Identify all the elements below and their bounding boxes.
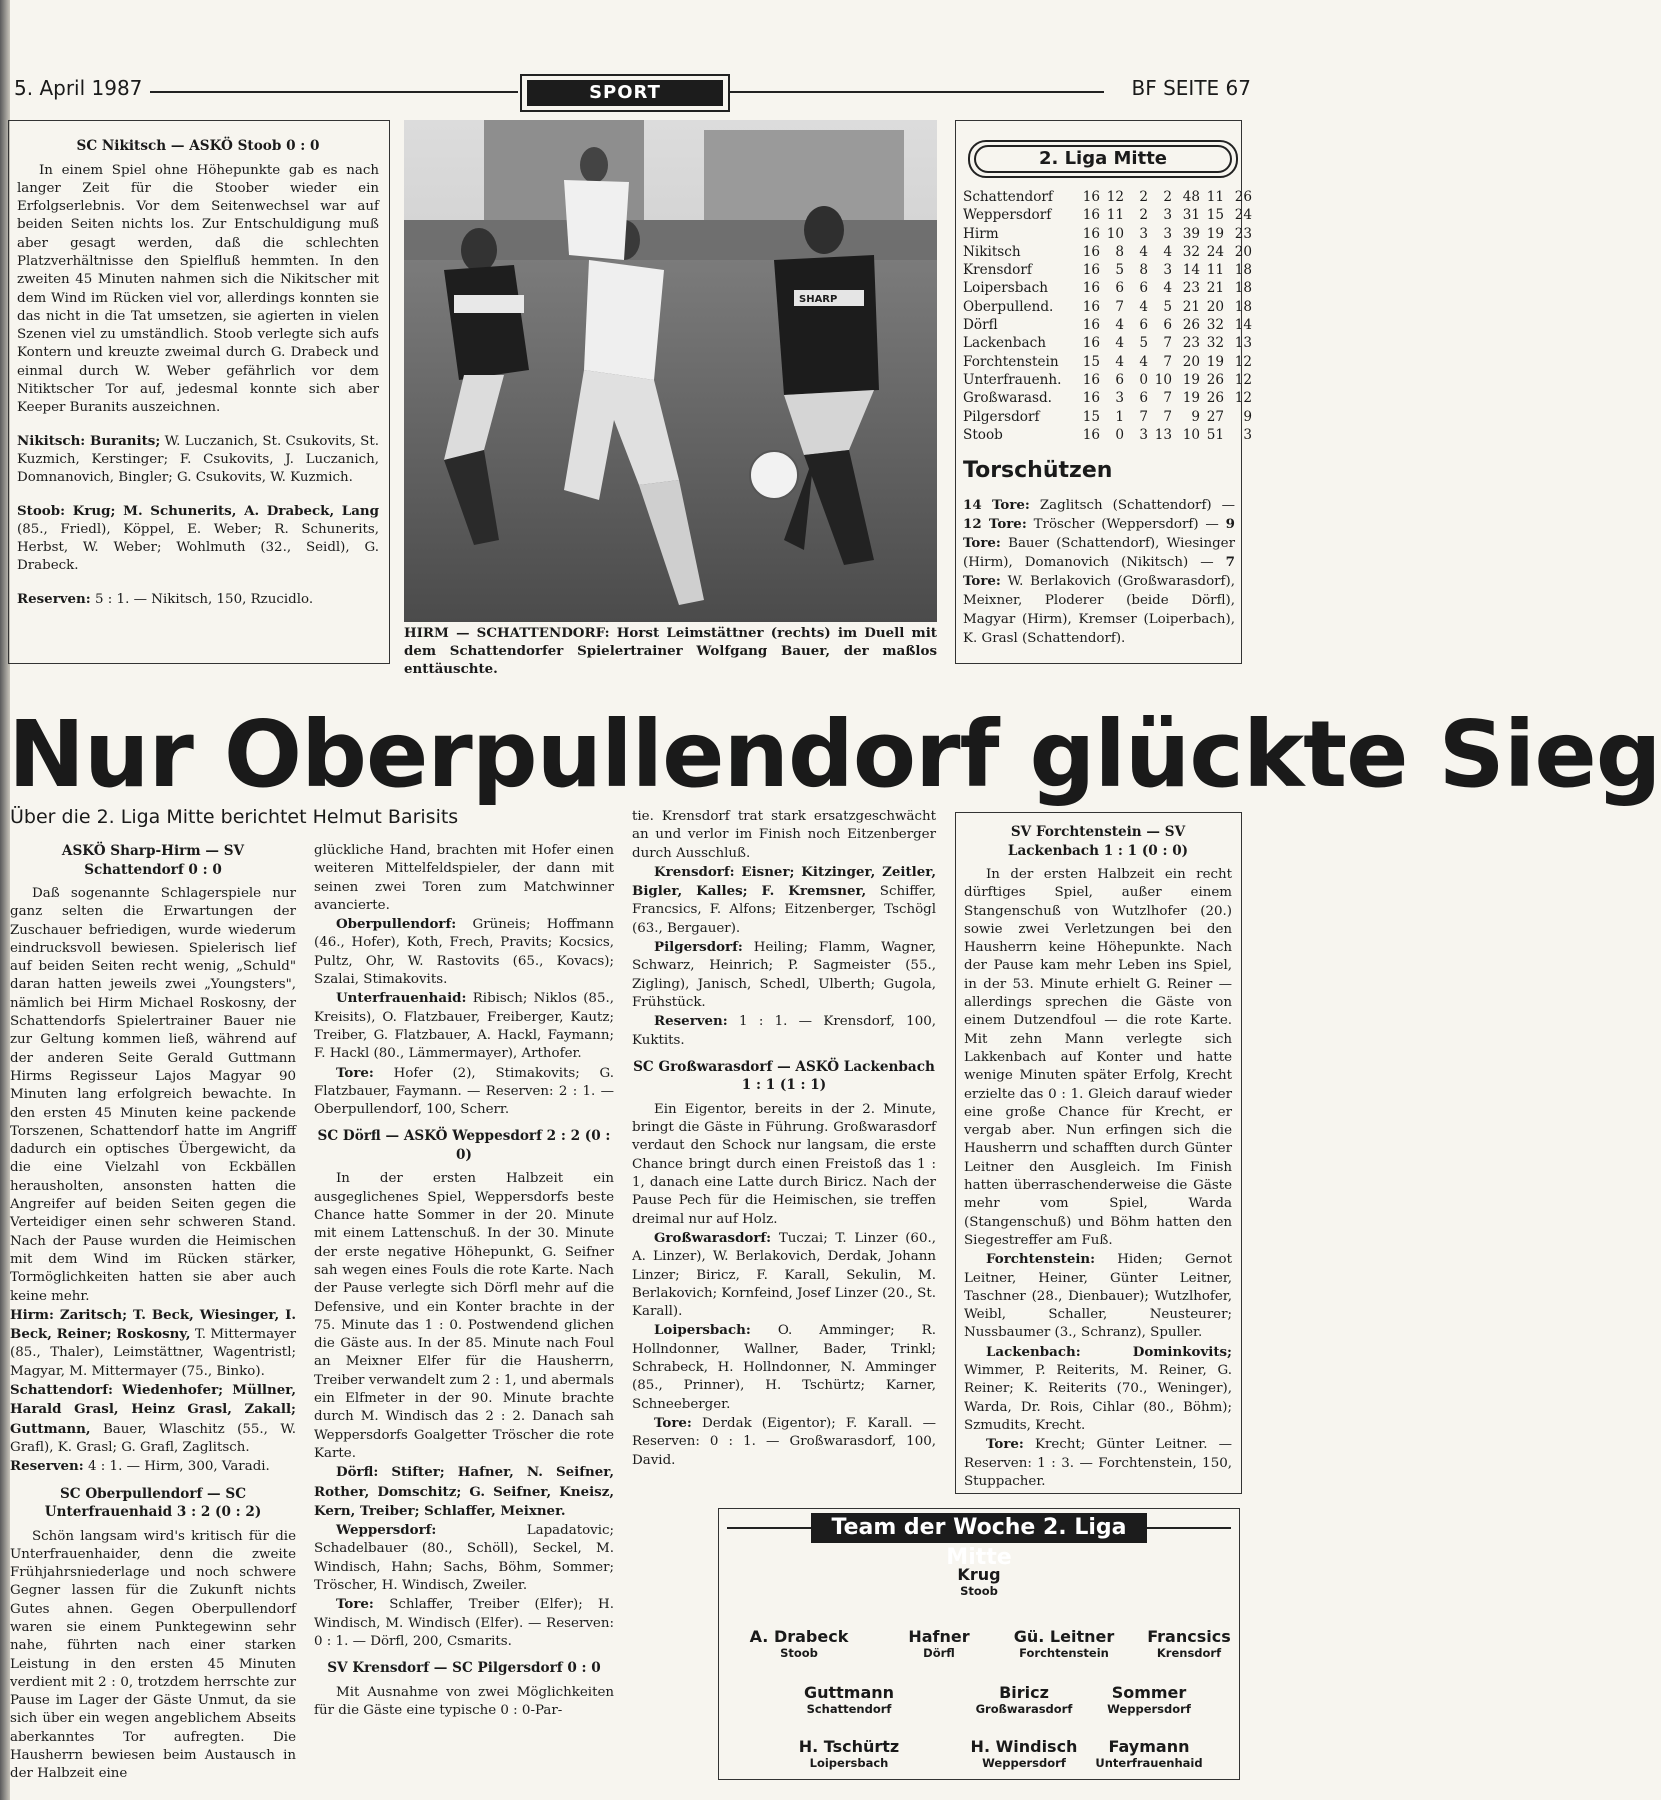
lineup-pilgersdorf: Pilgersdorf: Heiling; Flamm, Wagner, Schwarz, Heinrich; P. Sagmeister (55., Zigling), Janisch, Schedl, Ulberth; Gugola, Frühstück. xyxy=(632,939,936,1010)
table-cell-u: 7 xyxy=(1139,408,1148,425)
player-name: Krug xyxy=(957,1565,1001,1584)
player-club: Stoob xyxy=(960,1584,998,1598)
table-cell-n: 13 xyxy=(1154,426,1172,443)
table-row xyxy=(963,353,1252,371)
table-cell-sp: 16 xyxy=(1082,243,1100,260)
table-cell-gf: 20 xyxy=(1182,353,1200,370)
table-cell-gf: 39 xyxy=(1182,225,1200,242)
table-cell-s: 8 xyxy=(1115,243,1124,260)
table-cell-u: 4 xyxy=(1139,353,1148,370)
table-cell-s: 6 xyxy=(1115,280,1124,297)
table-cell-n: 7 xyxy=(1163,390,1172,407)
table-cell-team: Oberpullend. xyxy=(963,298,1054,315)
table-row xyxy=(963,243,1252,261)
team-player xyxy=(759,1737,939,1770)
table-cell-ga: 15 xyxy=(1206,207,1224,224)
table-row xyxy=(963,408,1252,426)
page-number: BF SEITE 67 xyxy=(1131,76,1251,100)
goals-line: Tore: Krecht; Günter Leitner. — Reserven: 1 : 3. — Forchtenstein, 150, Stuppacher. xyxy=(964,1436,1232,1489)
lineup-nikitsch: Nikitsch: Buranits; W. Luczanich, St. Csukovits, St. Kuzmich, Kerstinger; F. Csukovits, J. Luczanich, Domnanovich, Bingler; G. Csukovits, W. Kuzmich. xyxy=(17,432,379,486)
table-row xyxy=(963,389,1252,407)
table-cell-n: 4 xyxy=(1163,280,1172,297)
table-cell-team: Loipersbach xyxy=(963,280,1048,297)
table-cell-n: 7 xyxy=(1163,408,1172,425)
match-report xyxy=(17,162,379,610)
table-cell-p: 12 xyxy=(1234,353,1252,370)
player-club: Forchtenstein xyxy=(1019,1646,1109,1660)
table-cell-s: 7 xyxy=(1115,298,1124,315)
report-paragraph: Daß sogenannte Schlagerspiele nur ganz selten die Erwartungen der Zuschauer befriedigen, wurde wiederum eindrucksvoll bewiesen. Spielerisch lief auf beiden Seiten recht wenig, „Schuld" daran hatten jeweils zwei „Youngsters", nämlich bei Hirm Michael Roskosny, der Schattendorfs Spielertrainer Bauer nie zur Geltung kommen ließ, während auf der anderen Seite Gerald Guttmann Hirms Regisseur Lajos Magyar 90 Minuten lang erfolgreich bewachte. In den ersten 45 Minuten keine packende Torszenen, Schattendorf hatte im Angriff dadurch ein optisches Übergewicht, da die eine Vielzahl von Eckbällen herausholten, ansonsten hatten die Angreifer auf beiden Seiten gegen die Verteidiger einen sehr schweren Stand. Nach der Pause wurden die Heimischen mit dem Wind im Rücken stärker, Tormöglichkeiten hatten sie aber auch keine mehr. xyxy=(10,886,296,1304)
report-paragraph: tie. Krensdorf trat stark ersatzgeschwächt an und verlor im Finish noch Eitzenberger durch Ausschluß. xyxy=(632,809,936,861)
table-cell-team: Krensdorf xyxy=(963,262,1032,279)
table-row xyxy=(963,298,1252,316)
table-cell-team: Unterfrauenh. xyxy=(963,371,1062,388)
match-heading: SC Dörfl — ASKÖ Weppesdorf 2 : 2 (0 : 0) xyxy=(317,1128,611,1163)
player-club: Weppersdorf xyxy=(1107,1702,1191,1716)
article-column-1 xyxy=(10,842,296,1784)
table-cell-ga: 51 xyxy=(1206,426,1224,443)
team-of-the-week xyxy=(718,1508,1240,1780)
table-cell-s: 3 xyxy=(1115,390,1124,407)
player-name: Faymann xyxy=(1108,1737,1190,1756)
player-club: Schattendorf xyxy=(806,1702,892,1716)
lineup-loipersbach: Loipersbach: O. Amminger; R. Hollndonner, Wallner, Bader, Trinkl; Schrabeck, H. Hollndonner, N. Amminger (85., Prinner), H. Tschürtz; Karner, Schneeberger. xyxy=(632,1322,936,1412)
table-cell-n: 7 xyxy=(1163,335,1172,352)
table-cell-sp: 16 xyxy=(1082,280,1100,297)
table-cell-ga: 26 xyxy=(1206,371,1224,388)
header-rule-left xyxy=(150,91,518,93)
table-cell-ga: 19 xyxy=(1206,225,1224,242)
table-cell-team: Nikitsch xyxy=(963,243,1021,260)
table-cell-u: 6 xyxy=(1139,280,1148,297)
table-cell-gf: 9 xyxy=(1191,408,1200,425)
table-cell-ga: 19 xyxy=(1206,353,1224,370)
table-cell-ga: 11 xyxy=(1206,262,1224,279)
table-cell-team: Hirm xyxy=(963,225,999,242)
table-cell-gf: 26 xyxy=(1182,317,1200,334)
table-cell-u: 8 xyxy=(1139,262,1148,279)
player-name: Hafner xyxy=(908,1627,970,1646)
table-cell-p: 14 xyxy=(1234,317,1252,334)
table-cell-p: 13 xyxy=(1234,335,1252,352)
table-cell-team: Forchtenstein xyxy=(963,353,1059,370)
reserves-line: Reserven: 5 : 1. — Nikitsch, 150, Rzucidlo. xyxy=(17,590,314,607)
table-cell-gf: 32 xyxy=(1182,243,1200,260)
report-paragraph: In der ersten Halbzeit ein recht dürftiges Spiel, außer einem Stangenschuß von Wutzlhofer (20.) sowie zwei Verletzungen bei den Hausherrn keine Höhepunkte. Nach der Pause kam mehr Leben ins Spiel, in der 53. Minute erhielt G. Reiner — allerdings sprechen die Gäste von einem Dutzendfoul — die rote Karte. Mit zehn Mann verlegte sich Lakkenbach auf Konter und hatte wenige Minuten später Erfolg, Krecht erzielte das 0 : 1. Gleich darauf wieder eine große Chance für Krecht, er vergab aber. Nun erfingen sich die Hausherrn und schafften durch Günter Leitner den Ausgleich. Im Finish hatten überraschenderweise die Gäste mehr vom Spiel, Warda (Stangenschuß) und Böhm hatten den Siegestreffer am Fuß. xyxy=(964,867,1232,1248)
league-table xyxy=(963,188,1252,444)
goals-line: Tore: Hofer (2), Stimakovits; G. Flatzbauer, Faymann. — Reserven: 2 : 1. — Oberpullendorf, 100, Scherr. xyxy=(314,1064,615,1118)
table-cell-ga: 24 xyxy=(1206,243,1224,260)
player-name: Sommer xyxy=(1111,1683,1187,1702)
table-cell-n: 5 xyxy=(1163,298,1172,315)
lineup-weppersdorf: Weppersdorf: Lapadatovic; Schadelbauer (80., Schöll), Seckel, M. Windisch, Hahn; Sachs, Böhm, Sommer; Tröscher, H. Windisch, Zweiler. xyxy=(314,1522,614,1593)
table-cell-ga: 32 xyxy=(1206,317,1224,334)
player-club: Großwarasdorf xyxy=(975,1702,1073,1716)
table-cell-gf: 19 xyxy=(1182,390,1200,407)
match-heading: ASKÖ Sharp-Hirm — SV Schattendorf 0 : 0 xyxy=(61,843,245,878)
page-headline: Nur Oberpullendorf glückte Sieg xyxy=(8,701,1661,808)
player-name: Gü. Leitner xyxy=(1013,1627,1115,1646)
table-cell-sp: 16 xyxy=(1082,189,1100,205)
section-tag xyxy=(520,74,730,112)
table-cell-sp: 15 xyxy=(1082,408,1100,425)
table-cell-n: 2 xyxy=(1163,189,1172,205)
table-cell-s: 10 xyxy=(1106,225,1124,242)
lineup-krensdorf: Krensdorf: Eisner; Kitzinger, Zeitler, Bigler, Kalles; F. Kremsner, Schiffer, Francsics, F. Alfons; Eitzenberger, Tschögl (63., Bergauer). xyxy=(632,863,936,936)
table-cell-ga: 26 xyxy=(1206,390,1224,407)
table-cell-n: 10 xyxy=(1154,371,1172,388)
report-paragraph: Mit Ausnahme von zwei Möglichkeiten für die Gäste eine typische 0 : 0-Par- xyxy=(314,1684,614,1718)
player-club: Stoob xyxy=(780,1646,818,1660)
player-club: Loipersbach xyxy=(809,1756,889,1770)
report-paragraph: Ein Eigentor, bereits in der 2. Minute, bringt die Gäste in Führung. Großwarasdorf verdaut den Schock nur langsam, die erste Chance bringt durch einen Freistoß das 1 : 1, danach eine Latte durch Biricz. Nach der Pause Pech für die Heimischen, sie treffen dreimal nur auf Holz. xyxy=(632,1101,936,1227)
player-name: Francsics xyxy=(1147,1627,1231,1646)
lineup-stoob: Stoob: Krug; M. Schunerits, A. Drabeck, Lang (85., Friedl), Köppel, E. Weber; R. Schunerits, Herbst, W. Weber; Wohlmuth (32., Seidl), G. Drabeck. xyxy=(17,502,379,574)
table-cell-p: 3 xyxy=(1243,426,1252,443)
table-cell-u: 3 xyxy=(1139,426,1148,443)
match-box-nikitsch xyxy=(8,120,390,664)
table-cell-ga: 21 xyxy=(1206,280,1224,297)
table-cell-sp: 16 xyxy=(1082,298,1100,315)
table-cell-gf: 10 xyxy=(1182,426,1200,443)
team-player xyxy=(889,1565,1069,1598)
table-cell-u: 3 xyxy=(1139,225,1148,242)
match-heading: SV Forchtenstein — SV Lackenbach 1 : 1 (0 : 0) xyxy=(1007,824,1189,859)
table-cell-team: Stoob xyxy=(963,426,1003,443)
player-club: Krensdorf xyxy=(1156,1646,1222,1660)
table-cell-u: 4 xyxy=(1139,298,1148,315)
table-cell-u: 4 xyxy=(1139,243,1148,260)
table-row xyxy=(963,426,1252,444)
table-cell-u: 2 xyxy=(1139,207,1148,224)
table-cell-s: 4 xyxy=(1115,335,1124,352)
photo-illustration xyxy=(404,120,937,622)
table-cell-gf: 21 xyxy=(1182,298,1200,315)
table-row xyxy=(963,371,1252,389)
table-cell-n: 6 xyxy=(1163,317,1172,334)
scorers-title: Torschützen xyxy=(963,458,1113,483)
player-name: Biricz xyxy=(999,1683,1049,1702)
table-row xyxy=(963,279,1252,297)
report-paragraph: In einem Spiel ohne Höhepunkte gab es nach langer Zeit für die Stoober wieder ein Erfolgserlebnis. Vor dem Seitenwechsel war auf beiden Seiten nichts los. Zur Entschuldigung muß aber gesagt werden, daß die schlechten Platzverhältnisse den Spielfluß hemmten. In den zweiten 45 Minuten nahmen sich die Nikitscher mit dem Wind im Rücken viel vor, allerdings konnten sie das nicht in die Tat umsetzen, sie agierten in vielen Szenen viel zu umständlich. Stoob verlegte sich aufs Kontern und kreuzte zweimal durch G. Drabeck und einmal durch W. Weber gefährlich vor dem Nitiktscher Tor auf, jedesmal konnte sich aber Keeper Buranits auszeichnen. xyxy=(17,162,379,416)
table-cell-sp: 16 xyxy=(1082,225,1100,242)
table-cell-p: 18 xyxy=(1234,262,1252,279)
reserves-line: Reserven: 4 : 1. — Hirm, 300, Varadi. xyxy=(10,1458,270,1475)
table-cell-ga: 27 xyxy=(1206,408,1224,425)
scorers-list: 14 Tore: Zaglitsch (Schattendorf) — 12 Tore: Tröscher (Weppersdorf) — 9 Tore: Bauer (Schattendorf), Wiesinger (Hirm), Domanovich (Nikitsch) — 7 Tore: W. Berlakovich (Großwarasdorf), Meixner, Ploderer (beide Dörfl), Magyar (Hirm), Kremser (Loiperbach), K. Grasl (Schattendorf). xyxy=(963,497,1235,646)
table-cell-team: Pilgersdorf xyxy=(963,408,1040,425)
table-cell-sp: 16 xyxy=(1082,317,1100,334)
table-cell-p: 12 xyxy=(1234,371,1252,388)
table-cell-gf: 23 xyxy=(1182,335,1200,352)
table-cell-u: 2 xyxy=(1139,189,1148,205)
lineup-schattendorf: Schattendorf: Wiedenhofer; Müllner, Harald Grasl, Heinz Grasl, Zakall; Guttmann, Bauer, Wlaschitz (55., W. Grafl), K. Grasl; G. Grafl, Zaglitsch. xyxy=(10,1382,296,1455)
table-cell-gf: 14 xyxy=(1182,262,1200,279)
table-cell-p: 24 xyxy=(1234,207,1252,224)
goals-line: Tore: Derdak (Eigentor); F. Karall. — Reserven: 0 : 1. — Großwarasdorf, 100, David. xyxy=(632,1414,936,1468)
player-name: H. Windisch xyxy=(970,1737,1078,1756)
report-paragraph: glückliche Hand, brachten mit Hofer einen weiteren Mittelfeldspieler, der dann mit seinen zwei Toren zum Matchwinner avancierte. xyxy=(314,843,614,913)
lineup-hirm: Hirm: Zaritsch; T. Beck, Wiesinger, I. Beck, Reiner; Roskosny, T. Mittermayer (85., Thaler), Leimstättner, Wagentristl; Magyar, M. Mittermayer (75., Binko). xyxy=(10,1306,296,1379)
match-heading: SV Krensdorf — SC Pilgersdorf 0 : 0 xyxy=(327,1660,601,1677)
table-cell-team: Lackenbach xyxy=(963,335,1046,352)
table-cell-sp: 15 xyxy=(1082,353,1100,370)
table-cell-s: 4 xyxy=(1115,353,1124,370)
league-table-title: 2. Liga Mitte xyxy=(974,145,1232,173)
lineup-grosswarasdorf: Großwarasdorf: Tuczai; T. Linzer (60., A. Linzer), W. Berlakovich, Derdak, Johann Linzer; Biricz, F. Karall, Sekulin, M. Berlakovich; Kornfeind, Josef Linzer (20., St. Karall). xyxy=(632,1229,936,1320)
table-cell-sp: 16 xyxy=(1082,390,1100,407)
table-cell-s: 6 xyxy=(1115,371,1124,388)
table-cell-u: 0 xyxy=(1139,371,1148,388)
lineup-oberpullendorf: Oberpullendorf: Grüneis; Hoffmann (46., Hofer), Koth, Frech, Pravits; Kocsics, Pultz, Ohr, W. Rastovits (65., Kovacs); Szalai, Stimakovits. xyxy=(314,916,614,988)
table-cell-n: 3 xyxy=(1163,207,1172,224)
table-row xyxy=(963,261,1252,279)
table-cell-ga: 20 xyxy=(1206,298,1224,315)
photo-caption: HIRM — SCHATTENDORF: Horst Leimstättner (rechts) im Duell mit dem Schattendorfer Spielertrainer Wolfgang Bauer, der maßlos enttäuschte. xyxy=(404,625,937,677)
player-name: A. Drabeck xyxy=(749,1627,849,1646)
report-paragraph: In der ersten Halbzeit ein ausgeglichenes Spiel, Weppersdorfs beste Chance hatte Sommer in der 20. Minute mit einem Lattenschuß. In der 30. Minute der erste negative Höhepunkt, G. Seifner sah wegen eines Fouls die rote Karte. Nach der Pause verlegte sich Dörfl mehr auf die Defensive, und ein Konter brachte in der 75. Minute das 1 : 0. Postwendend glichen die Gäste aus. In der 85. Minute nach Foul an Meixner Elfer für die Hausherrn, Treiber verwandelt zum 2 : 1, und abermals ein Elfmeter in der 90. Minute brachte durch M. Windisch das 2 : 2. Danach sah Weppersdorfs Goalgetter Tröscher die rote Karte. xyxy=(314,1171,614,1461)
team-player xyxy=(1059,1683,1239,1716)
shirt-sponsor-text: SHARP xyxy=(799,294,838,305)
lineup-unterfrauenhaid: Unterfrauenhaid: Ribisch; Niklos (85., Kreisits), O. Flatzbauer, Freiberger, Kautz; Treiber, G. Flatzbauer, A. Hackl, Faymann; F. Hackl (80., Lämmermayer), Arthofer. xyxy=(314,990,614,1062)
table-cell-s: 11 xyxy=(1106,207,1124,224)
table-cell-s: 12 xyxy=(1106,189,1124,205)
table-cell-sp: 16 xyxy=(1082,335,1100,352)
table-cell-u: 6 xyxy=(1139,317,1148,334)
match-heading: SC Oberpullendorf — SC Unterfrauenhaid 3 : 2 (0 : 2) xyxy=(44,1485,262,1520)
table-cell-sp: 16 xyxy=(1082,207,1100,224)
lineup-forchtenstein: Forchtenstein: Hiden; Gernot Leitner, Heiner, Günter Leitner, Taschner (28., Dienbauer); Wutzlhofer, Weibl, Schaller, Neusteurer; Nussbaumer (3., Schranz), Spuller. xyxy=(964,1251,1232,1341)
table-cell-p: 18 xyxy=(1234,280,1252,297)
table-row xyxy=(963,334,1252,352)
match-heading: SC Nikitsch — ASKÖ Stoob 0 : 0 xyxy=(76,138,320,154)
report-paragraph: Schön langsam wird's kritisch für die Unterfrauenhaider, denn die zweite Frühjahrsniederlage und noch schwere Gegner lassen für die Zukunft nichts Gutes ahnen. Gegen Oberpullendorf waren sie einem Punktegewinn sehr nahe, führten nach einer starken Leistung in den ersten 45 Minuten verdient mit 2 : 0, trotzdem herrschte zur Pause im Lager der Gäste Unmut, da sie sich über ein wegen angeblichem Abseits aberkanntes Tor aufregten. Die Hausherrn bewiesen beim Austausch in der Halbzeit eine xyxy=(10,1528,296,1782)
player-name: Guttmann xyxy=(803,1683,895,1702)
article-column-2 xyxy=(314,842,614,1720)
table-row xyxy=(963,225,1252,243)
table-cell-n: 3 xyxy=(1163,262,1172,279)
player-club: Unterfrauenhaid xyxy=(1095,1756,1203,1770)
table-cell-p: 18 xyxy=(1234,298,1252,315)
player-club: Dörfl xyxy=(923,1646,955,1660)
match-box-forchtenstein xyxy=(955,812,1242,1494)
player-club: Weppersdorf xyxy=(982,1756,1066,1770)
table-cell-sp: 16 xyxy=(1082,371,1100,388)
article-column-3 xyxy=(632,808,936,1470)
match-heading: SC Großwarasdorf — ASKÖ Lackenbach 1 : 1 (1 : 1) xyxy=(633,1058,935,1094)
lineup-lackenbach: Lackenbach: Dominkovits; Wimmer, P. Reiterits, M. Reiner, G. Reiner; K. Reiterits (70., Weninger), Warda, Dr. Rois, Cihlar (80., Böhm); Szmudits, Krecht. xyxy=(964,1343,1232,1433)
table-cell-team: Weppersdorf xyxy=(963,207,1052,224)
table-cell-p: 20 xyxy=(1234,243,1252,260)
byline: Über die 2. Liga Mitte berichtet Helmut Barisits xyxy=(10,806,459,828)
team-player xyxy=(759,1683,939,1716)
table-cell-sp: 16 xyxy=(1082,426,1100,443)
table-cell-u: 6 xyxy=(1139,390,1148,407)
table-cell-p: 23 xyxy=(1234,225,1252,242)
table-cell-s: 4 xyxy=(1115,317,1124,334)
table-cell-n: 7 xyxy=(1163,353,1172,370)
table-cell-team: Großwarasd. xyxy=(963,390,1052,407)
team-title: Team der Woche 2. Liga Mitte xyxy=(811,1513,1147,1543)
table-cell-p: 9 xyxy=(1243,408,1252,425)
table-cell-gf: 31 xyxy=(1182,207,1200,224)
section-label: SPORT xyxy=(527,80,723,106)
lineup-doerfl: Dörfl: Stifter; Hafner, N. Seifner, Rother, Domschitz; G. Seifner, Kneisz, Kern, Treiber; Schlaffer, Meixner. xyxy=(314,1464,614,1519)
table-cell-ga: 32 xyxy=(1206,335,1224,352)
table-cell-p: 26 xyxy=(1234,189,1252,205)
table-cell-ga: 11 xyxy=(1206,189,1224,205)
table-cell-p: 12 xyxy=(1234,390,1252,407)
player-name: H. Tschürtz xyxy=(798,1737,900,1756)
issue-date: 5. April 1987 xyxy=(14,76,143,100)
table-row xyxy=(963,206,1252,224)
table-cell-gf: 48 xyxy=(1182,189,1200,205)
table-row xyxy=(963,316,1252,334)
table-cell-gf: 23 xyxy=(1182,280,1200,297)
table-cell-u: 5 xyxy=(1139,335,1148,352)
table-cell-sp: 16 xyxy=(1082,262,1100,279)
team-player xyxy=(1099,1627,1279,1660)
header-rule-right xyxy=(728,91,1104,93)
reserves-line: Reserven: 1 : 1. — Krensdorf, 100, Kuktits. xyxy=(632,1013,936,1048)
table-cell-team: Dörfl xyxy=(963,317,998,334)
league-table-title-frame xyxy=(968,140,1238,178)
table-cell-s: 0 xyxy=(1115,426,1124,443)
table-cell-gf: 19 xyxy=(1182,371,1200,388)
goals-line: Tore: Schlaffer, Treiber (Elfer); H. Windisch, M. Windisch (Elfer). — Reserven: 0 : 1. — Dörfl, 200, Csmarits. xyxy=(314,1596,614,1649)
team-player xyxy=(1059,1737,1239,1770)
table-cell-team: Schattendorf xyxy=(963,189,1053,205)
table-cell-n: 3 xyxy=(1163,225,1172,242)
table-cell-n: 4 xyxy=(1163,243,1172,260)
table-cell-s: 5 xyxy=(1115,262,1124,279)
table-cell-s: 1 xyxy=(1115,408,1124,425)
table-row xyxy=(963,188,1252,206)
match-photo xyxy=(404,120,937,622)
